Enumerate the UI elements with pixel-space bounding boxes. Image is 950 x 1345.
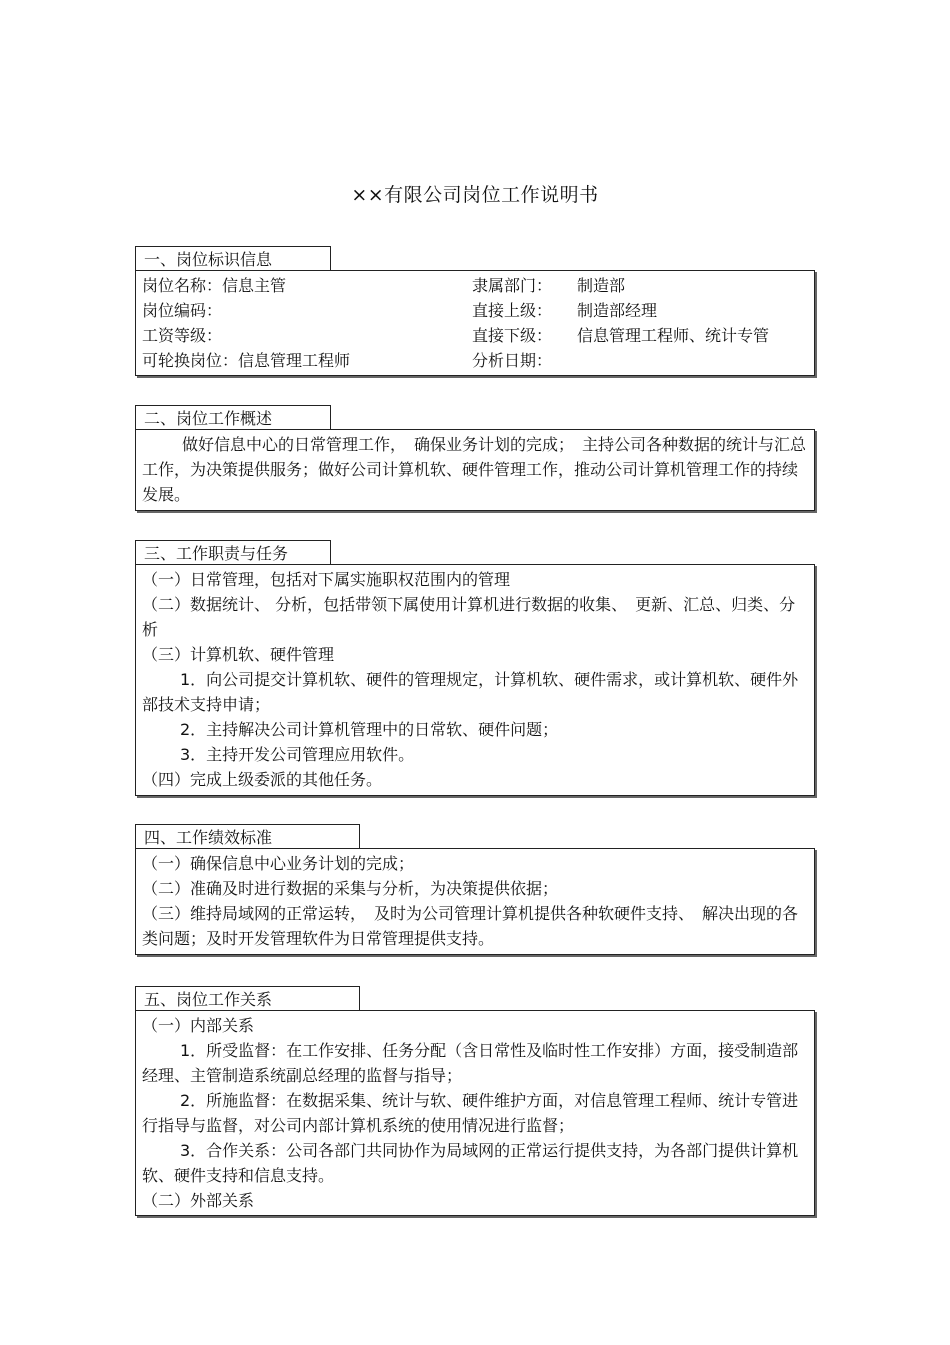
section-header: 三、工作职责与任务 (135, 540, 331, 564)
info-left: 岗位名称：信息主管 (142, 276, 287, 295)
info-left: 可轮换岗位：信息管理工程师 (142, 351, 351, 370)
standard-line: （二）准确及时进行数据的采集与分析，为决策提供依据； (142, 879, 559, 898)
duty-line: （四）完成上级委派的其他任务。 (142, 770, 383, 789)
duty-line: （一）日常管理，包括对下属实施职权范围内的管理 (142, 570, 511, 589)
section-body (135, 564, 815, 796)
overview-text: 做好信息中心的日常管理工作， 确保业务计划的完成； 主持公司各种数据的统计与汇总工作，为决策提供服务；做好公司计算机软、硬件管理工作，推动公司计算机管理工作的持续发展。 (142, 435, 807, 504)
info-key: 隶属部门： (472, 276, 553, 295)
duty-line: 3．主持开发公司管理应用软件。 (180, 745, 415, 764)
section-body (135, 429, 815, 511)
relation-line: （一）内部关系 (142, 1016, 255, 1035)
document-title: ××有限公司岗位工作说明书 (351, 184, 599, 206)
relation-line: 2．所施监督：在数据采集、统计与软、硬件维护方面，对信息管理工程师、统计专管进行指导与监督，对公司内部计算机系统的使用情况进行监督； (142, 1091, 799, 1135)
relation-line: 1．所受监督：在工作安排、任务分配（含日常性及临时性工作安排）方面，接受制造部经理、主管制造系统副总经理的监督与指导； (142, 1041, 799, 1085)
info-key: 直接下级： (472, 326, 553, 345)
info-grid (142, 273, 808, 373)
section-header: 四、工作绩效标准 (135, 824, 360, 848)
section-identity (135, 246, 815, 376)
section-body (135, 848, 815, 955)
info-value: 制造部 (577, 276, 626, 295)
duty-line: 1．向公司提交计算机软、硬件的管理规定，计算机软、硬件需求，或计算机软、硬件外部技术支持申请； (142, 670, 799, 714)
info-value: 制造部经理 (577, 301, 658, 320)
duty-line: （二）数据统计、 分析，包括带领下属使用计算机进行数据的收集、 更新、汇总、归类、分析 (142, 595, 796, 639)
info-value (577, 348, 808, 373)
info-left: 工资等级： (142, 326, 223, 345)
standard-line: （一）确保信息中心业务计划的完成； (142, 854, 415, 873)
section-header: 五、岗位工作关系 (135, 986, 360, 1010)
info-key: 直接上级： (472, 301, 553, 320)
duty-line: 2．主持解决公司计算机管理中的日常软、硬件问题； (180, 720, 559, 739)
section-body (135, 270, 815, 376)
relation-line: （二）外部关系 (142, 1191, 255, 1210)
section-overview (135, 405, 815, 511)
section-header: 二、岗位工作概述 (135, 405, 331, 429)
duty-line: （三）计算机软、硬件管理 (142, 645, 335, 664)
section-body (135, 1010, 815, 1216)
info-key: 分析日期： (472, 351, 553, 370)
standard-line: （三）维持局域网的正常运转， 及时为公司管理计算机提供各种软硬件支持、 解决出现的各类问题；及时开发管理软件为日常管理提供支持。 (142, 904, 799, 948)
section-performance (135, 824, 815, 955)
section-duties (135, 540, 815, 796)
section-relations (135, 986, 815, 1216)
section-header: 一、岗位标识信息 (135, 246, 331, 270)
info-value: 信息管理工程师、统计专管 (577, 326, 770, 345)
info-left: 岗位编码： (142, 301, 223, 320)
relation-line: 3．合作关系：公司各部门共同协作为局域网的正常运行提供支持，为各部门提供计算机软、硬件支持和信息支持。 (142, 1141, 799, 1185)
